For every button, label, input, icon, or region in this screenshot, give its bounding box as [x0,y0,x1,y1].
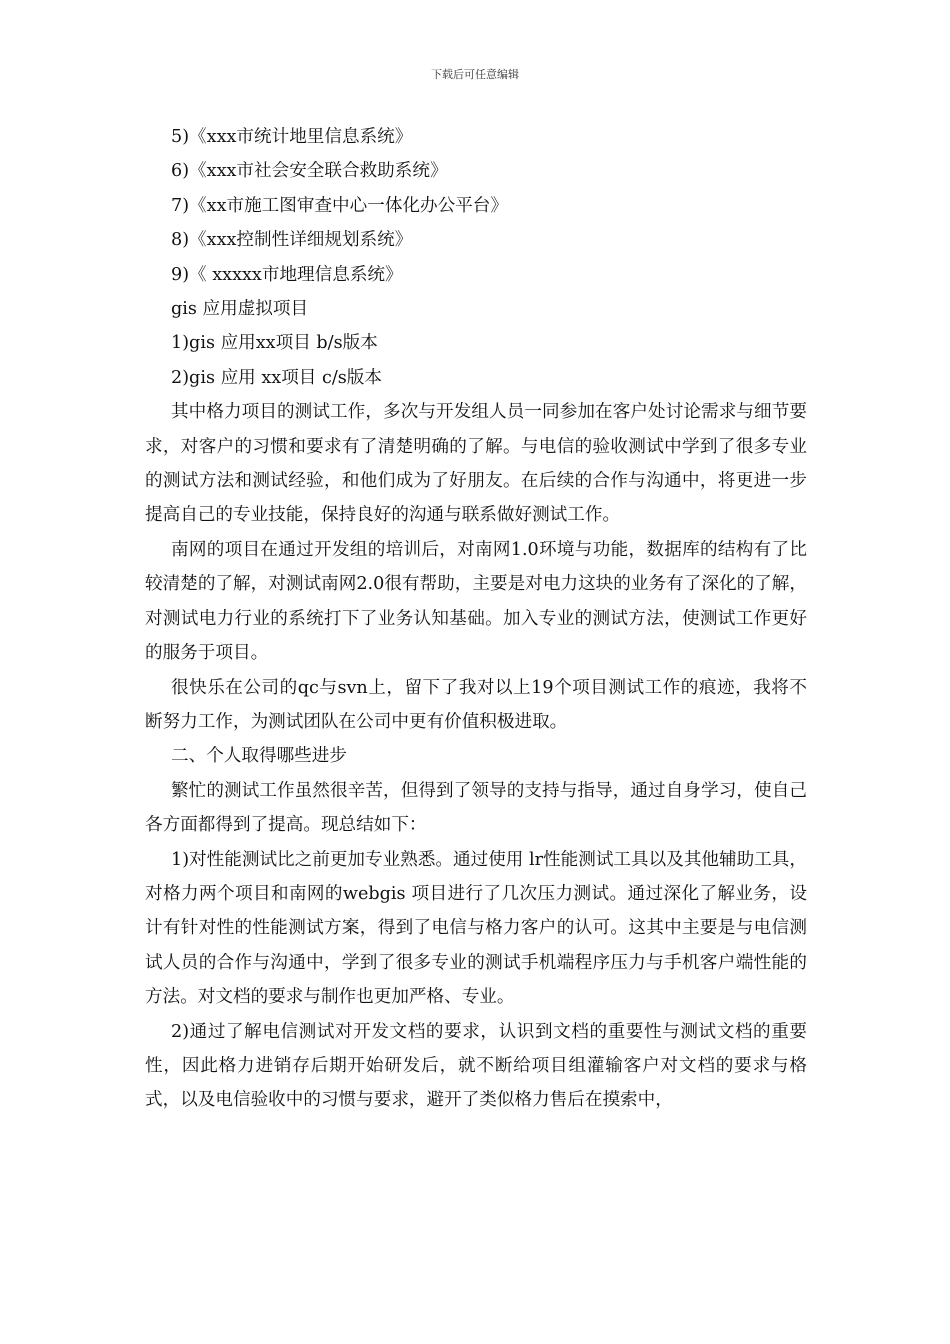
page-header: 下载后可任意编辑 [431,68,519,81]
list-item: 1)gis 应用xx项目 b/s版本 [171,333,378,354]
section-heading: 二、个人取得哪些进步 [171,746,347,767]
document-body [145,120,807,1118]
list-item: 5)《xxx市统计地里信息系统》 [171,127,413,147]
paragraph-documentation: 2)通过了解电信测试对开发文档的要求，认识到文档的重要性与测试文档的重要性，因此格力进销存后期开始研发后，就不断给项目组灌输客户对文档的要求与格式，以及电信验收中的习惯与要求，避开了类似格力售后在摸索中， [145,1021,807,1111]
paragraph-gree-project: 其中格力项目的测试工作，多次与开发组人员一同参加在客户处讨论需求与细节要求，对客户的习惯和要求有了清楚明确的了解。与电信的验收测试中学到了很多专业的测试方法和测试经验，和他们成为了好朋友。在后续的合作与沟通中，将更进一步提高自己的专业技能，保持良好的沟通与联系做好测试工作。 [145,402,807,526]
list-item: 7)《xx市施工图审查中心一体化办公平台》 [171,195,508,216]
list-item: 6)《xxx市社会安全联合救助系统》 [171,161,448,182]
paragraph-southern-grid: 南网的项目在通过开发组的培训后，对南网1.0环境与功能，数据库的结构有了比较清楚的了解，对测试南网2.0很有帮助，主要是对电力这块的业务有了深化的了解，对测试电力行业的系统打下了业务认知基础。加入专业的测试方法，使测试工作更好的服务于项目。 [145,539,807,664]
list-item: gis 应用虚拟项目 [171,299,309,320]
list-item: 9)《 xxxxx市地理信息系统》 [171,264,403,285]
list-item: 8)《xxx控制性详细规划系统》 [171,230,413,251]
paragraph-qc-svn: 很快乐在公司的qc与svn上，留下了我对以上19个项目测试工作的痕迹，我将不断努力工作，为测试团队在公司中更有价值积极进取。 [145,677,807,732]
paragraph-summary-intro: 繁忙的测试工作虽然很辛苦，但得到了领导的支持与指导，通过自身学习，使自己各方面都得到了提高。现总结如下： [145,780,807,836]
paragraph-performance-testing: 1)对性能测试比之前更加专业熟悉。通过使用 lr性能测试工具以及其他辅助工具，对格力两个项目和南网的webgis 项目进行了几次压力测试。通过深化了解业务，设计有针对性的性能测试方案，得到了电信与格力客户的认可。这其中主要是与电信测试人员的合作与沟通中，学到了很多专业的测试手机端程序压力与手机客户端性能的方法。对文档的要求与制作也更加严格、专业。 [145,849,807,1008]
list-item: 2)gis 应用 xx项目 c/s版本 [171,367,382,388]
